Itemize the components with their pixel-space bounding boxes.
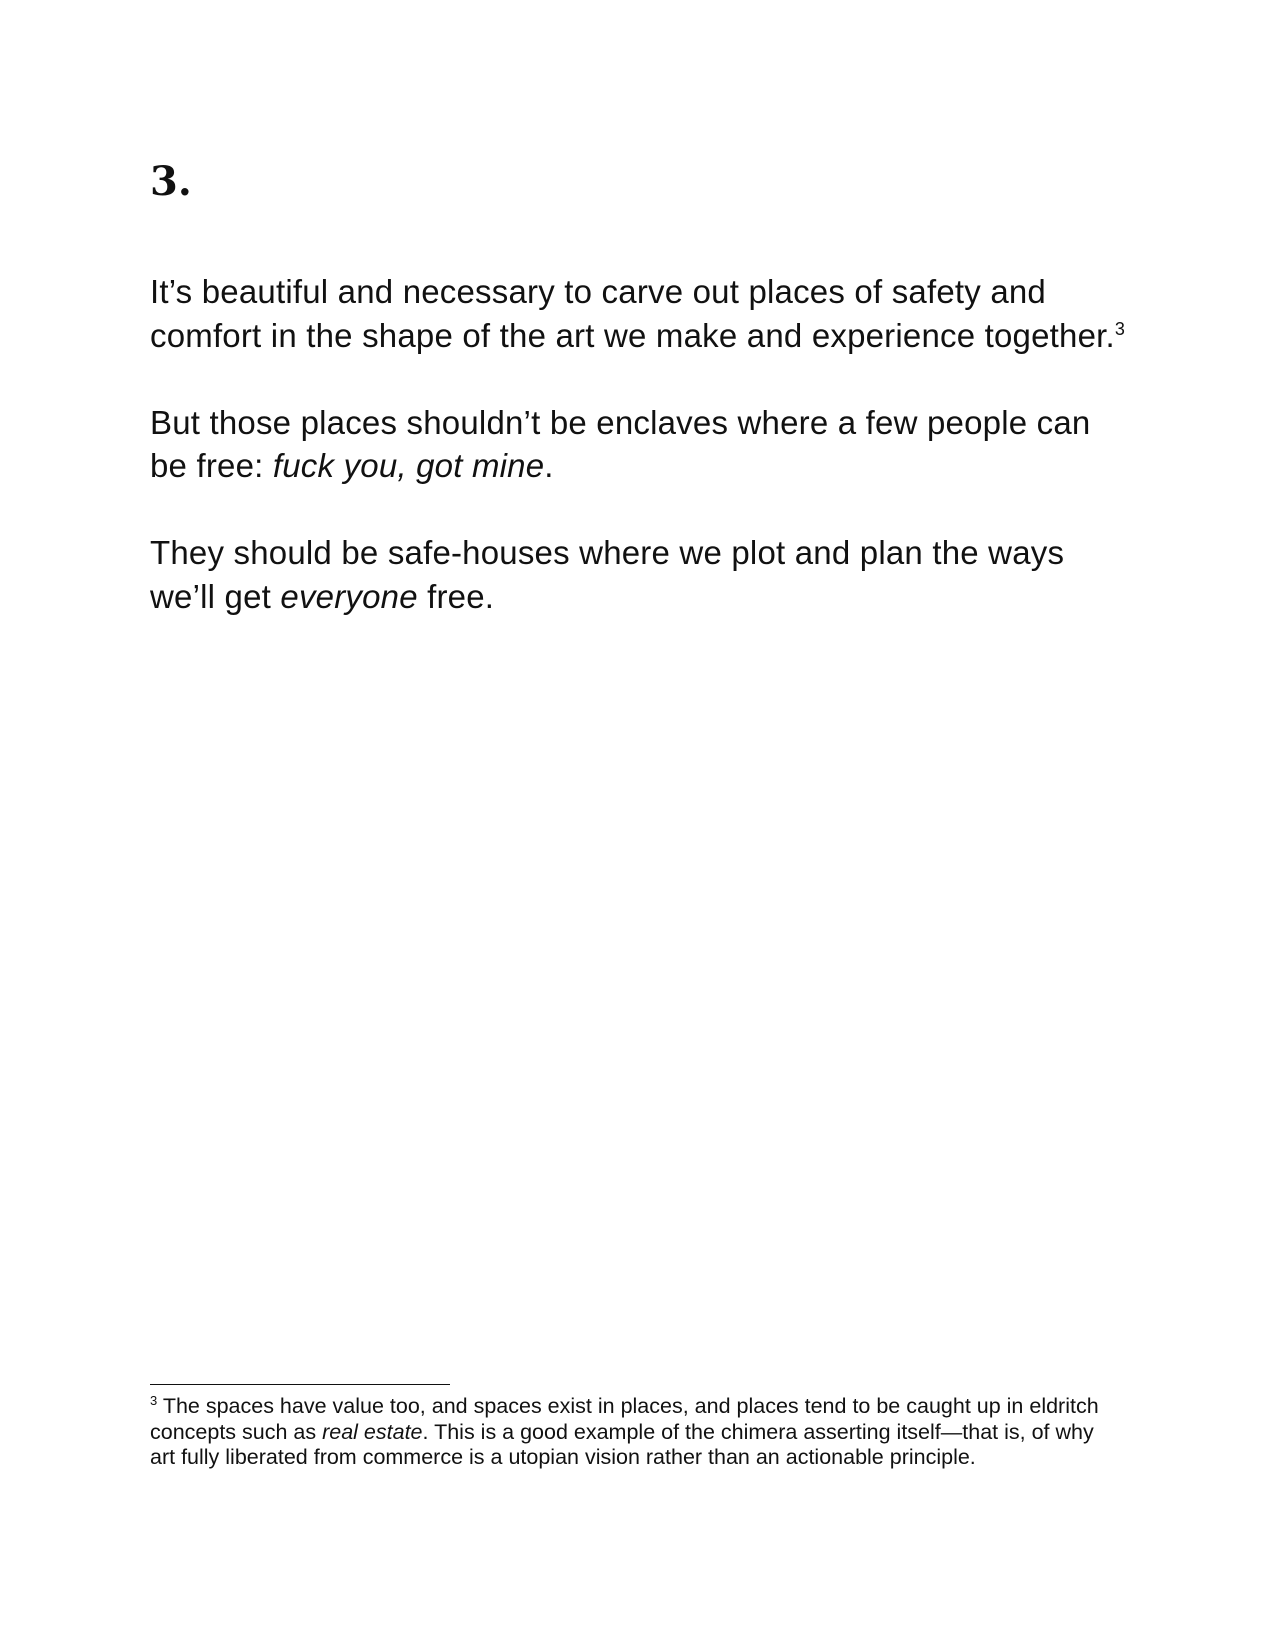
footnote-marker: 3 bbox=[150, 1392, 158, 1408]
paragraph-3-lead: They should be safe-houses where we plot and plan the ways we’ll get bbox=[150, 534, 1065, 615]
paragraph-3-emphasis: everyone bbox=[280, 577, 418, 615]
paragraph-1 bbox=[150, 270, 1130, 357]
paragraph-2 bbox=[150, 401, 1130, 488]
paragraph-2-tail: . bbox=[544, 447, 554, 484]
paragraph-1-text: It’s beautiful and necessary to carve out places of safety and comfort in the shape of the art we make and experience together. bbox=[150, 273, 1115, 354]
body-text bbox=[150, 270, 1130, 662]
footnote-emphasis: real estate bbox=[322, 1419, 423, 1444]
footnote-tail: . This is a good example of the chimera asserting itself—that is, of why art fully liberated from commerce is a utopian vision rather than an actionable principle. bbox=[150, 1419, 1094, 1469]
footnote-divider bbox=[150, 1384, 450, 1385]
footnote bbox=[150, 1394, 1100, 1471]
paragraph-2-lead: But those places shouldn’t be enclaves where a few people can be free: bbox=[150, 403, 1091, 484]
section-number: 3. bbox=[150, 158, 192, 205]
paragraph-3-tail: free. bbox=[417, 577, 495, 615]
paragraph-2-emphasis: fuck you, got mine bbox=[272, 447, 545, 484]
document-page bbox=[150, 0, 1130, 1650]
paragraph-3 bbox=[150, 531, 1130, 618]
footnote-lead: The spaces have value too, and spaces exist in places, and places tend to be caught up in eldritch concepts such as bbox=[150, 1394, 1099, 1444]
footnote-reference: 3 bbox=[1114, 318, 1126, 339]
